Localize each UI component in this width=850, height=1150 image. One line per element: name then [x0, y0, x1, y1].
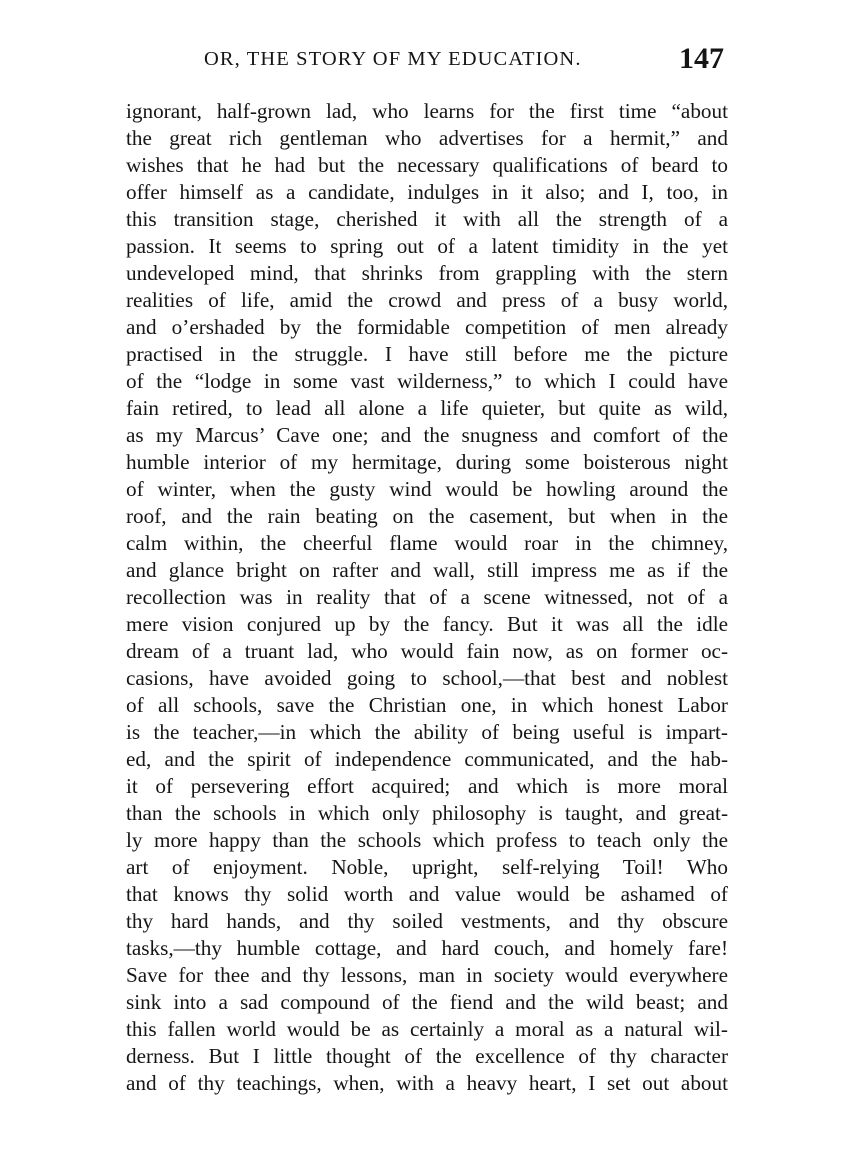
body-text — [126, 98, 728, 1097]
text-line: this transition stage, cherished it with all the strength of a — [126, 207, 728, 231]
text-line: as my Marcus’ Cave one; and the snugness and comfort of the — [126, 423, 728, 447]
text-line: ly more happy than the schools which profess to teach only the — [126, 828, 728, 852]
text-line: and o’ershaded by the formidable competition of men already — [126, 315, 728, 339]
text-line: fain retired, to lead all alone a life quieter, but quite as wild, — [126, 396, 728, 420]
text-line: sink into a sad compound of the fiend and the wild beast; and — [126, 990, 728, 1014]
text-line: of the “lodge in some vast wilderness,” to which I could have — [126, 369, 728, 393]
text-line: casions, have avoided going to school,—that best and noblest — [126, 666, 728, 690]
text-line: ed, and the spirit of independence communicated, and the hab- — [126, 747, 728, 771]
text-line: recollection was in reality that of a scene witnessed, not of a — [126, 585, 728, 609]
text-line: it of persevering effort acquired; and which is more moral — [126, 774, 728, 798]
text-line: mere vision conjured up by the fancy. But it was all the idle — [126, 612, 728, 636]
text-line: than the schools in which only philosophy is taught, and great- — [126, 801, 728, 825]
text-line: realities of life, amid the crowd and press of a busy world, — [126, 288, 728, 312]
text-line: offer himself as a candidate, indulges in it also; and I, too, in — [126, 180, 728, 204]
text-line: of all schools, save the Christian one, in which honest Labor — [126, 693, 728, 717]
running-head — [124, 42, 728, 82]
text-line: is the teacher,—in which the ability of being useful is impart- — [126, 720, 728, 744]
text-line: the great rich gentleman who advertises for a hermit,” and — [126, 126, 728, 150]
text-line: this fallen world would be as certainly a moral as a natural wil- — [126, 1017, 728, 1041]
text-line: tasks,—thy humble cottage, and hard couch, and homely fare! — [126, 936, 728, 960]
text-line: that knows thy solid worth and value would be ashamed of — [126, 882, 728, 906]
text-line: dream of a truant lad, who would fain now, as on former oc- — [126, 639, 728, 663]
text-line: and glance bright on rafter and wall, still impress me as if the — [126, 558, 728, 582]
running-title: OR, THE STORY OF MY EDUCATION. — [204, 48, 582, 70]
text-line: humble interior of my hermitage, during some boisterous night — [126, 450, 728, 474]
text-line: undeveloped mind, that shrinks from grappling with the stern — [126, 261, 728, 285]
text-line: calm within, the cheerful flame would roar in the chimney, — [126, 531, 728, 555]
text-line: wishes that he had but the necessary qualifications of beard to — [126, 153, 728, 177]
text-line: of winter, when the gusty wind would be howling around the — [126, 477, 728, 501]
text-line: practised in the struggle. I have still before me the picture — [126, 342, 728, 366]
text-line: roof, and the rain beating on the casement, but when in the — [126, 504, 728, 528]
text-line: and of thy teachings, when, with a heavy heart, I set out about — [126, 1071, 728, 1095]
text-line: ignorant, half-grown lad, who learns for the first time “about — [126, 99, 728, 123]
text-line: thy hard hands, and thy soiled vestments, and thy obscure — [126, 909, 728, 933]
text-line: art of enjoyment. Noble, upright, self-relying Toil! Who — [126, 855, 728, 879]
text-line: derness. But I little thought of the excellence of thy character — [126, 1044, 728, 1068]
text-line: Save for thee and thy lessons, man in society would everywhere — [126, 963, 728, 987]
text-line: passion. It seems to spring out of a latent timidity in the yet — [126, 234, 728, 258]
page-number: 147 — [679, 42, 724, 75]
